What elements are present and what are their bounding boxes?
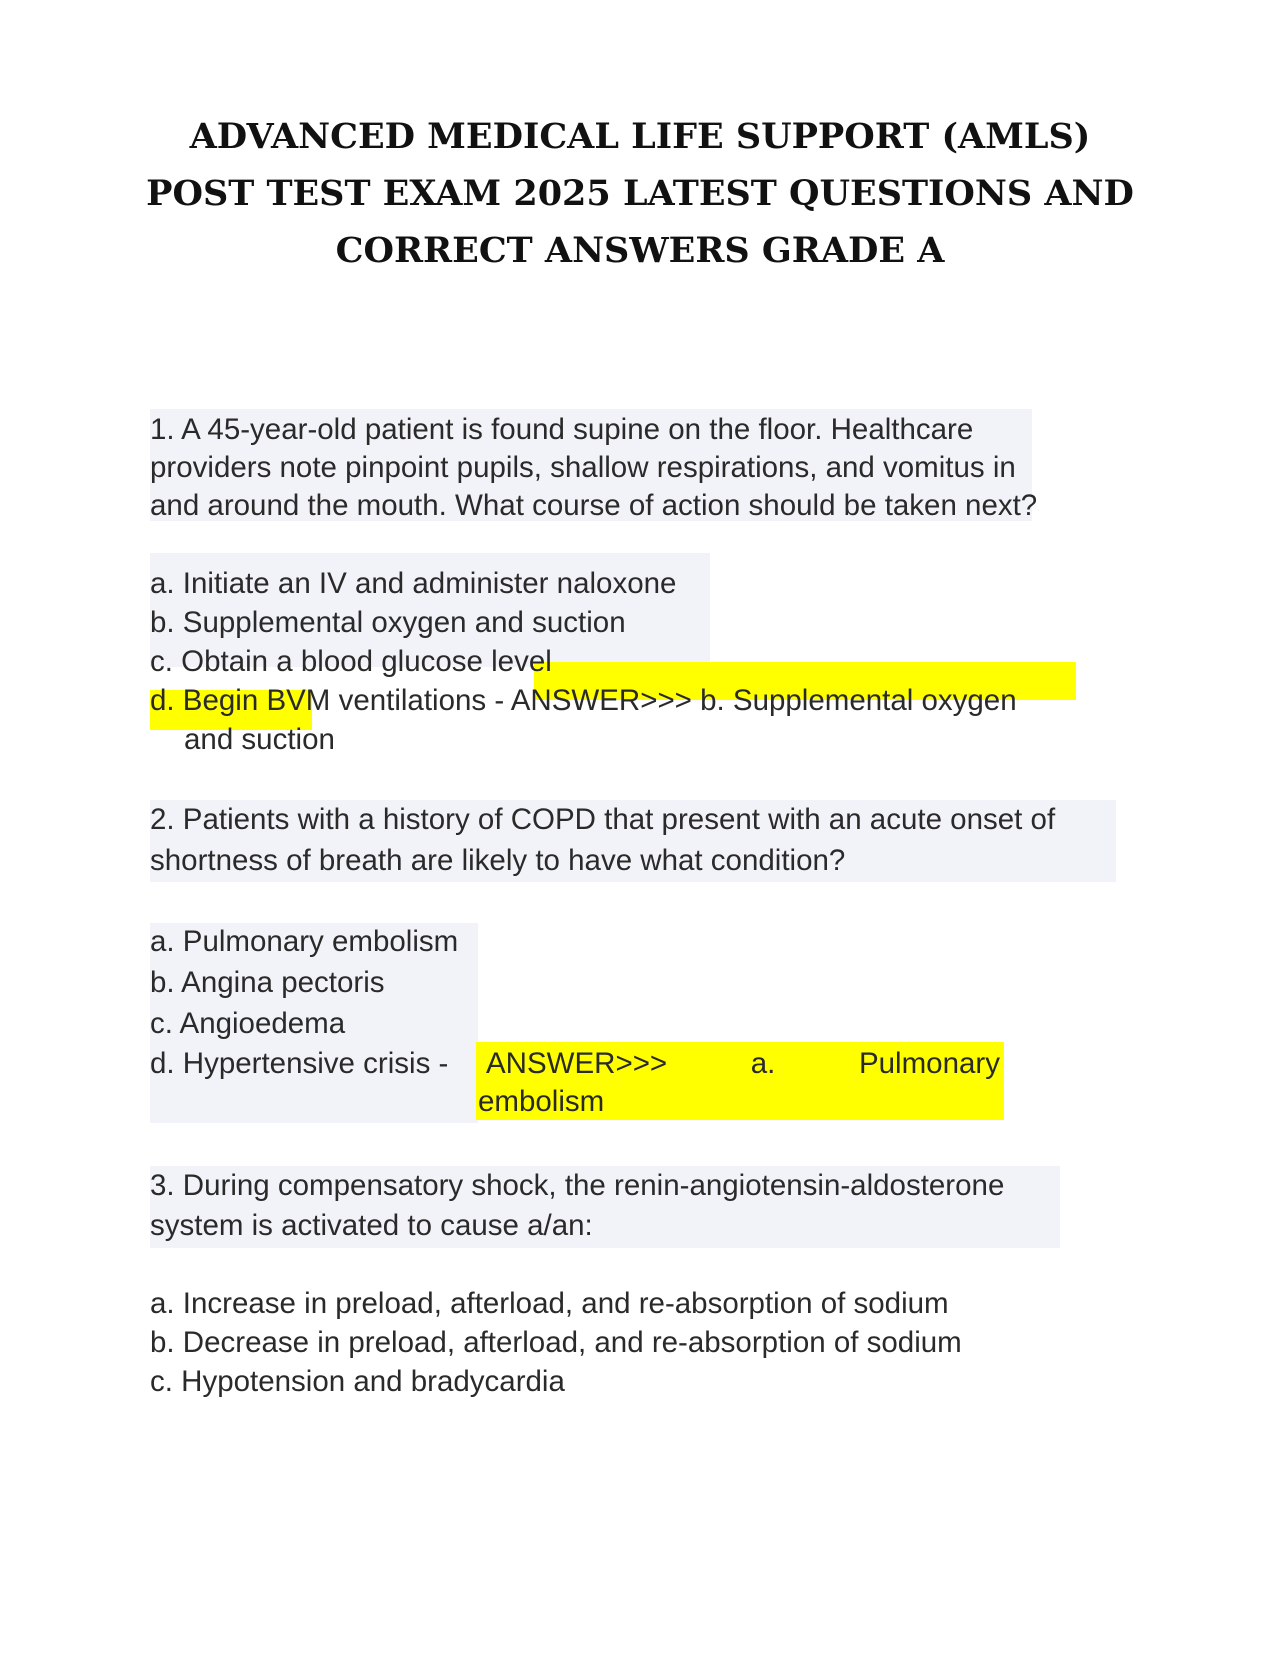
q2-answer-highlight [476, 1042, 1004, 1120]
q2-option-c: c. Angioedema [150, 1007, 346, 1040]
q3-option-b: b. Decrease in preload, afterload, and re-absorption of sodium [150, 1326, 962, 1359]
q1-stem-line-2: providers note pinpoint pupils, shallow respirations, and vomitus in [150, 451, 1016, 484]
q1-option-d: d. Begin BVM ventilations - ANSWER>>> b. Supplemental oxygen [150, 684, 1017, 717]
q2-answer-line-1 [486, 1046, 1000, 1082]
q1-option-c: c. Obtain a blood glucose level [150, 645, 552, 678]
q3-stem-line-2: system is activated to cause a/an: [150, 1209, 593, 1242]
q2-stem-line-2: shortness of breath are likely to have what condition? [150, 844, 846, 877]
title-line-2: POST TEST EXAM 2025 LATEST QUESTIONS AND [146, 173, 1134, 214]
q2-stem-line-1: 2. Patients with a history of COPD that present with an acute onset of [150, 803, 1056, 836]
title-line-1: ADVANCED MEDICAL LIFE SUPPORT (AMLS) [189, 116, 1091, 157]
document-title [0, 108, 1280, 279]
q1-option-b: b. Supplemental oxygen and suction [150, 606, 626, 639]
q2-answer-word: Pulmonary [858, 1047, 1000, 1080]
q1-option-a: a. Initiate an IV and administer naloxone [150, 567, 677, 600]
q1-stem-line-3: and around the mouth. What course of action should be taken next? [150, 489, 1038, 522]
q2-answer-line-2: embolism [478, 1085, 605, 1118]
q3-stem-line-1: 3. During compensatory shock, the renin-angiotensin-aldosterone [150, 1169, 1005, 1202]
title-line-3: CORRECT ANSWERS GRADE A [335, 230, 945, 271]
q3-option-c: c. Hypotension and bradycardia [150, 1365, 565, 1398]
q1-option-d-continued: and suction [184, 723, 335, 756]
q2-answer-label: ANSWER>>> [486, 1047, 668, 1080]
q2-option-a: a. Pulmonary embolism [150, 925, 459, 958]
q3-option-a: a. Increase in preload, afterload, and re-absorption of sodium [150, 1287, 949, 1320]
q2-answer-letter: a. [750, 1047, 776, 1080]
q2-option-d: d. Hypertensive crisis - [150, 1047, 449, 1080]
q2-option-b: b. Angina pectoris [150, 966, 385, 999]
q1-stem-line-1: 1. A 45-year-old patient is found supine on the floor. Healthcare [150, 413, 974, 446]
